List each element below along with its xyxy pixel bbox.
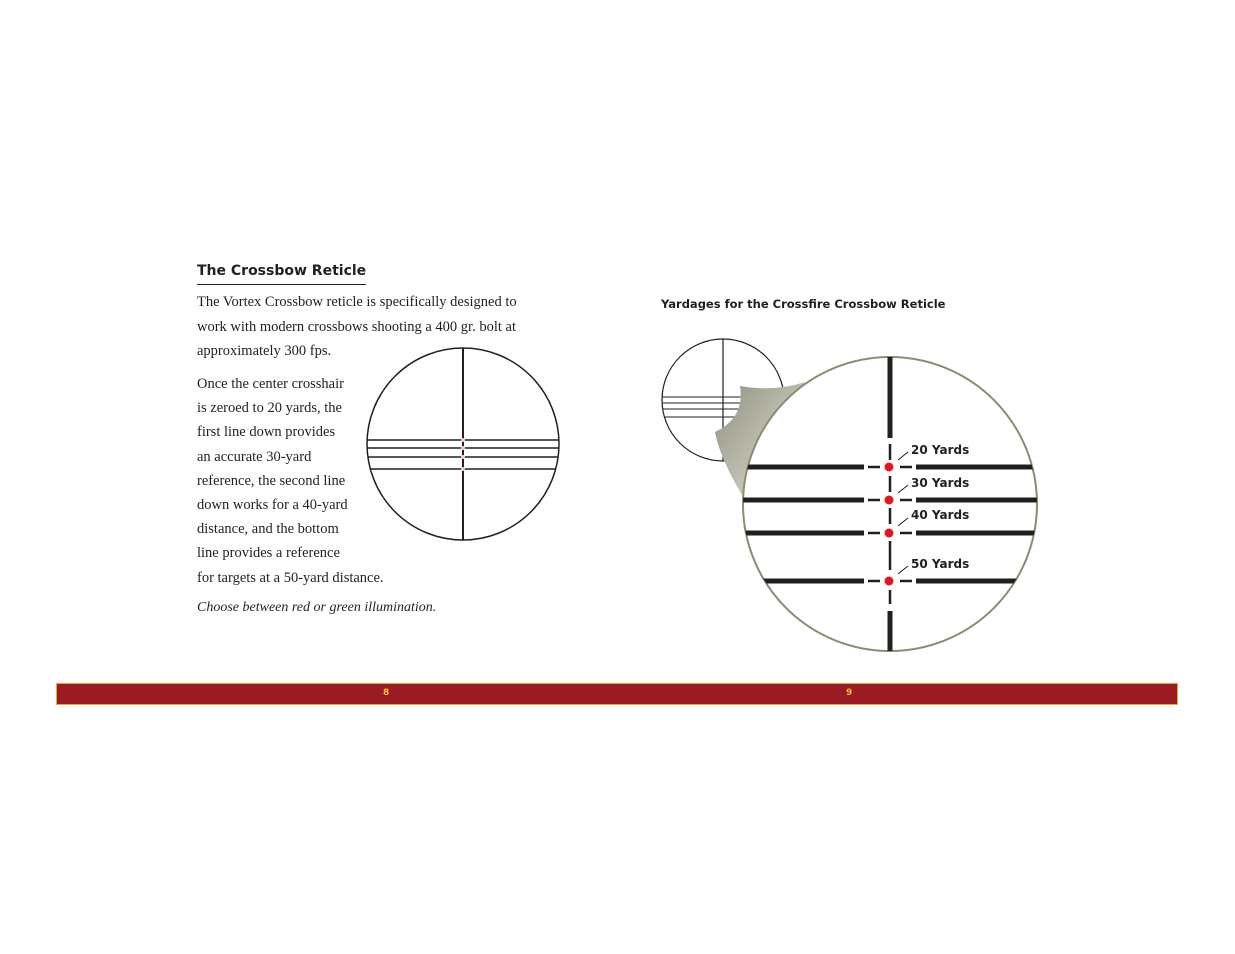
body-line: for targets at a 50-yard distance. [197, 569, 384, 586]
aim-dot-20 [885, 463, 894, 472]
body-line: reference, the second line [197, 472, 346, 489]
yardage-label-50: 50 Yards [911, 557, 970, 571]
body-line: first line down provides [197, 424, 336, 441]
figure-title: Yardages for the Crossfire Crossbow Reticle [661, 297, 946, 311]
body-line: is zeroed to 20 yards, the [197, 400, 342, 417]
intro-paragraph: The Vortex Crossbow reticle is specifically designed to work with modern crossbows shooting a 400 gr. bolt at approximately 300 fps. [197, 294, 517, 359]
reticle-diagram-left [360, 340, 566, 548]
reticle-diagram-magnified [740, 355, 1040, 655]
aim-dot-40 [885, 529, 894, 538]
yardage-label-30: 30 Yards [911, 476, 970, 490]
page-number-right: 9 [846, 688, 853, 698]
body-line: distance, and the bottom [197, 521, 339, 538]
body-line: down works for a 40-yard [197, 497, 348, 514]
body-line: line provides a reference [197, 545, 340, 562]
illumination-note: Choose between red or green illumination. [197, 600, 437, 615]
yardage-label-40: 40 Yards [911, 508, 970, 522]
page-number-left: 8 [383, 688, 390, 698]
yardage-label-20: 20 Yards [911, 443, 970, 457]
body-line: Once the center crosshair [197, 376, 344, 392]
body-line: an accurate 30-yard [197, 448, 312, 465]
footer-bar [56, 683, 1178, 705]
section-heading: The Crossbow Reticle [197, 262, 366, 285]
aim-dot-30 [885, 496, 894, 505]
aim-dot-50 [885, 577, 894, 586]
